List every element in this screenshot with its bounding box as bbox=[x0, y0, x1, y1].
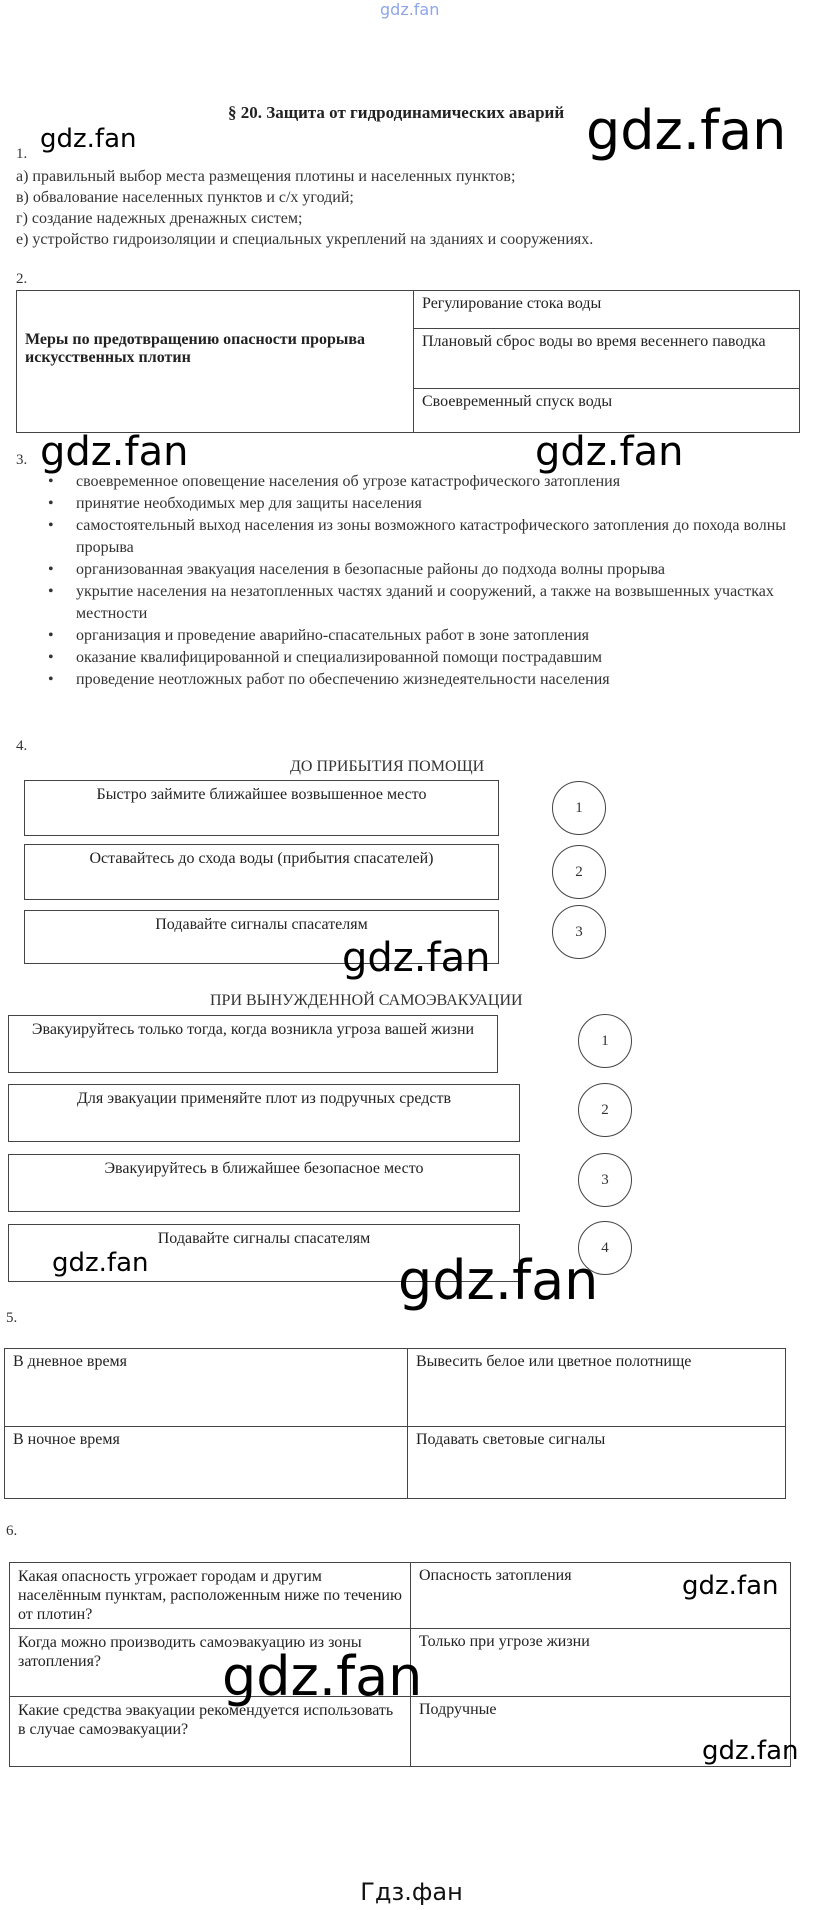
watermark: gdz.fan bbox=[398, 1249, 599, 1312]
table-cell: Только при угрозе жизни bbox=[411, 1629, 791, 1697]
task4-number: 4. bbox=[16, 738, 28, 754]
task1-item-v: в) обвалование населенных пунктов и с/х угодий; bbox=[16, 189, 354, 206]
step-number-circle: 1 bbox=[578, 1014, 632, 1068]
task1-number: 1. bbox=[16, 146, 28, 162]
list-item: • оказание квалифицированной и специализированной помощи пострадавшим bbox=[48, 647, 788, 669]
site-watermark-top: gdz.fan bbox=[380, 0, 440, 19]
watermark: gdz.fan bbox=[40, 124, 137, 154]
table-cell: В ночное время bbox=[5, 1427, 408, 1499]
footer-watermark: Гдз.фан bbox=[360, 1878, 463, 1906]
self-evacuation-step-box: Для эвакуации применяйте плот из подручных средств bbox=[8, 1084, 520, 1142]
table-cell: Подручные bbox=[411, 1697, 791, 1767]
table-cell: Какие средства эвакуации рекомендуется использовать в случае самоэвакуации? bbox=[10, 1697, 411, 1767]
list-item: • организация и проведение аварийно-спасательных работ в зоне затопления bbox=[48, 625, 788, 647]
step-number-circle: 2 bbox=[578, 1083, 632, 1137]
list-item: • организованная эвакуация населения в безопасные районы до подхода волны прорыва bbox=[48, 559, 788, 581]
self-evacuation-step-box: Подавайте сигналы спасателям bbox=[8, 1224, 520, 1282]
watermark: gdz.fan bbox=[40, 429, 189, 475]
task2-number: 2. bbox=[16, 271, 28, 287]
task2-table bbox=[16, 290, 800, 433]
step-number-circle: 2 bbox=[552, 845, 606, 899]
list-item: • принятие необходимых мер для защиты населения bbox=[48, 493, 788, 515]
list-item: • укрытие населения на незатопленных частях зданий и сооружений, а также на возвышенных участках местности bbox=[48, 581, 788, 625]
self-evacuation-heading: ПРИ ВЫНУЖДЕННОЙ САМОЭВАКУАЦИИ bbox=[210, 992, 523, 1009]
table-cell: Вывесить белое или цветное полотнище bbox=[408, 1349, 786, 1427]
task1-item-g: г) создание надежных дренажных систем; bbox=[16, 210, 303, 227]
watermark: gdz.fan bbox=[702, 1736, 799, 1766]
watermark: gdz.fan bbox=[586, 99, 787, 162]
watermark: gdz.fan bbox=[52, 1248, 149, 1278]
step-number-circle: 1 bbox=[552, 781, 606, 835]
self-evacuation-step-box: Эвакуируйтесь в ближайшее безопасное место bbox=[8, 1154, 520, 1212]
self-evacuation-step-box: Эвакуируйтесь только тогда, когда возникла угроза вашей жизни bbox=[8, 1015, 498, 1073]
step-number-circle: 4 bbox=[578, 1221, 632, 1275]
before-help-heading: ДО ПРИБЫТИЯ ПОМОЩИ bbox=[290, 758, 485, 775]
task5-number: 5. bbox=[6, 1310, 18, 1326]
table-cell: Когда можно производить самоэвакуацию из зоны затопления? bbox=[10, 1629, 411, 1697]
watermark: gdz.fan bbox=[535, 429, 684, 475]
watermark: gdz.fan bbox=[342, 935, 491, 981]
page-title: § 20. Защита от гидродинамических аварий bbox=[228, 103, 565, 122]
task1-item-a: а) правильный выбор места размещения плотины и населенных пунктов; bbox=[16, 168, 516, 185]
watermark: gdz.fan bbox=[222, 1645, 423, 1708]
task5-table bbox=[4, 1348, 786, 1499]
task3-list bbox=[48, 471, 788, 691]
list-item: • проведение неотложных работ по обеспечению жизнедеятельности населения bbox=[48, 669, 788, 691]
task2-right-cell: Регулирование стока воды bbox=[414, 291, 800, 329]
table-cell: Подавать световые сигналы bbox=[408, 1427, 786, 1499]
task1-item-e: е) устройство гидроизоляции и специальных укреплений на зданиях и сооружениях. bbox=[16, 231, 594, 248]
table-cell: Опасность затопления bbox=[411, 1563, 791, 1629]
before-help-step-box: Подавайте сигналы спасателям bbox=[24, 910, 499, 964]
before-help-step-box: Быстро займите ближайшее возвышенное место bbox=[24, 780, 499, 836]
step-number-circle: 3 bbox=[578, 1153, 632, 1207]
task3-number: 3. bbox=[16, 452, 28, 468]
task6-number: 6. bbox=[6, 1523, 18, 1539]
task2-right-cell: Плановый сброс воды во время весеннего паводка bbox=[414, 329, 800, 389]
step-number-circle: 3 bbox=[552, 905, 606, 959]
list-item: • своевременное оповещение населения об угрозе катастрофического затопления bbox=[48, 471, 788, 493]
table-cell: В дневное время bbox=[5, 1349, 408, 1427]
task2-left-cell: Меры по предотвращению опасности прорыва искусственных плотин bbox=[17, 291, 414, 433]
watermark: gdz.fan bbox=[682, 1571, 779, 1601]
list-item: • самостоятельный выход населения из зоны возможного катастрофического затопления до похода волны прорыва bbox=[48, 515, 788, 559]
table-cell: Какая опасность угрожает городам и другим населённым пунктам, расположенным ниже по течению от плотин? bbox=[10, 1563, 411, 1629]
before-help-step-box: Оставайтесь до схода воды (прибытия спасателей) bbox=[24, 844, 499, 900]
task2-right-cell: Своевременный спуск воды bbox=[414, 389, 800, 433]
